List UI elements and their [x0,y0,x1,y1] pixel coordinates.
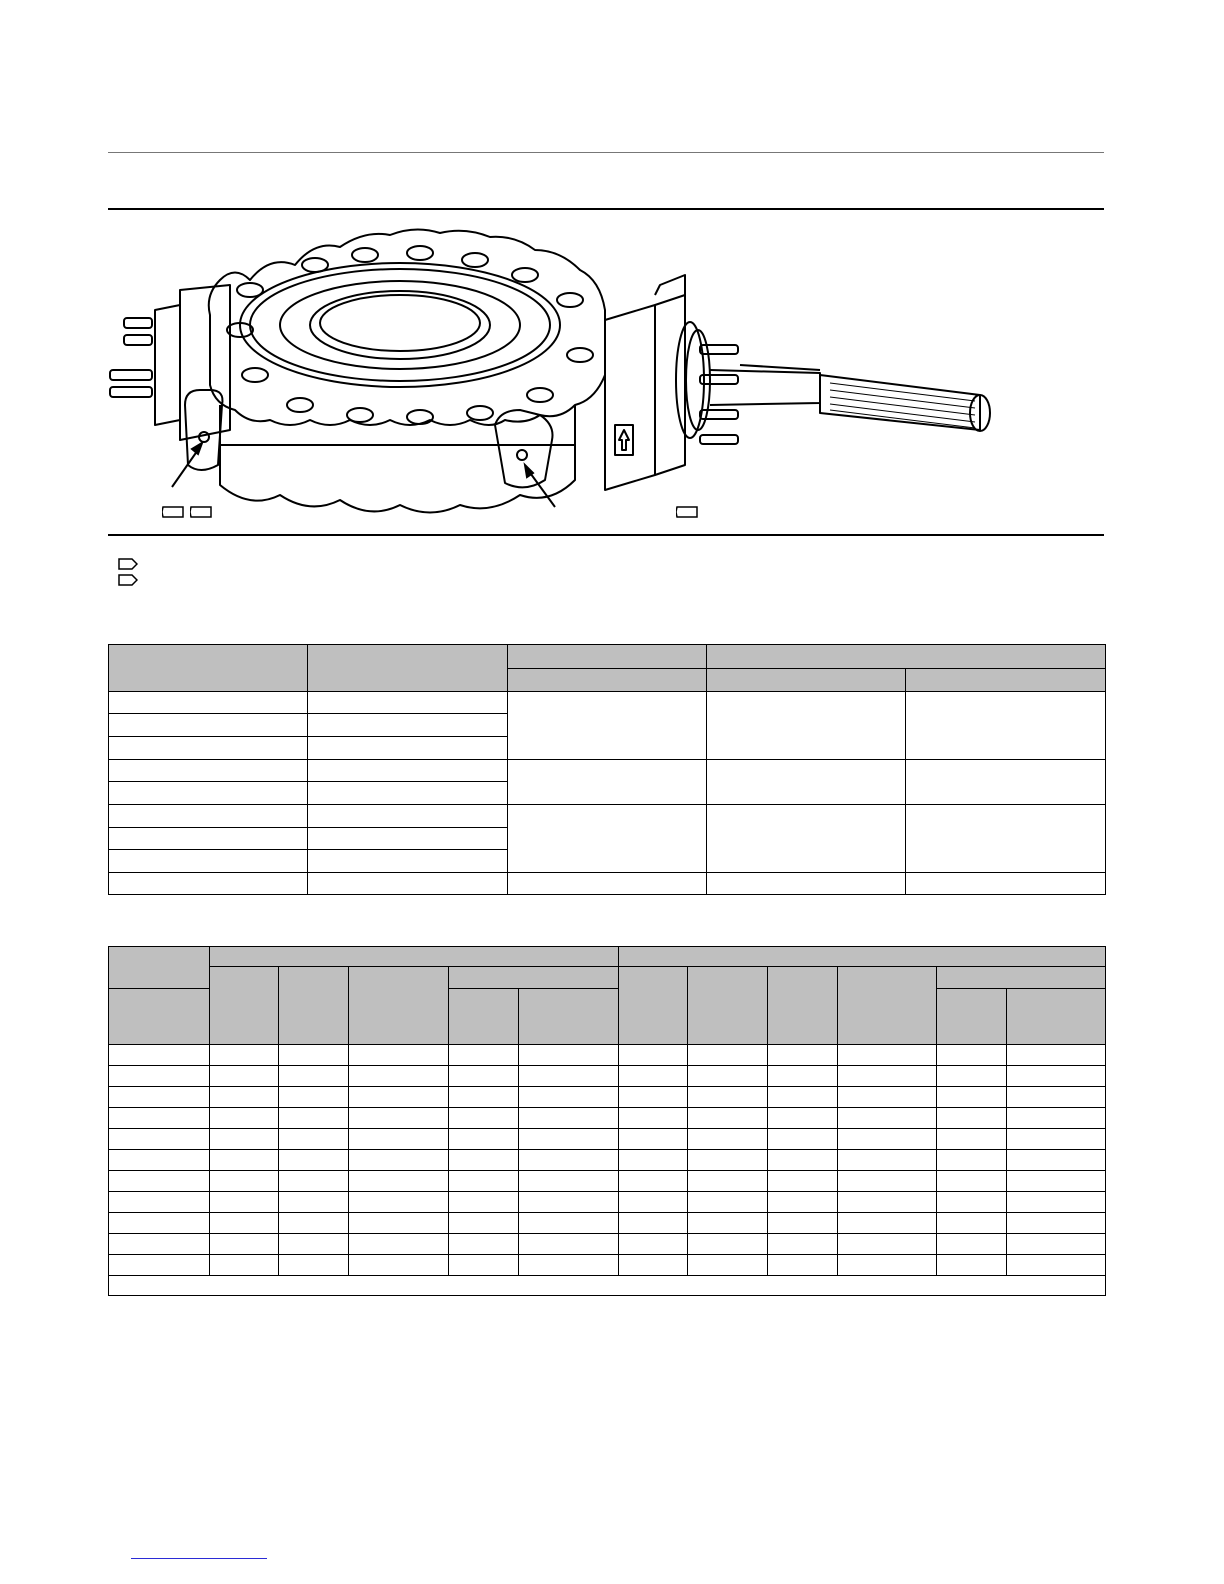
table-cell [906,873,1106,895]
table-cell [349,1255,449,1276]
table-cell [768,1192,838,1213]
table-cell [688,1129,768,1150]
table-cell [1007,1213,1106,1234]
table-cell [768,1045,838,1066]
table-row [109,1150,1106,1171]
table-cell [688,1066,768,1087]
table-cell [619,1171,688,1192]
table-header-cell [619,947,1106,967]
table-cell [308,782,508,805]
table-cell [109,1192,210,1213]
table-cell [937,1213,1007,1234]
table-cell [308,828,508,850]
table-cell [1007,1066,1106,1087]
table-cell [906,805,1106,873]
note-flag-icon [118,558,138,570]
table-cell [1007,1234,1106,1255]
table-cell [1007,1045,1106,1066]
table-cell [109,737,308,760]
dimensions-table [108,946,1106,1296]
table-cell [349,1213,449,1234]
table-cell [308,850,508,873]
figure-bottom-rule [108,534,1104,536]
table-row [109,1129,1106,1150]
table-cell [449,1087,519,1108]
table-cell [1007,1192,1106,1213]
table-cell [619,1150,688,1171]
table-header-cell [449,989,519,1045]
table-cell [349,1192,449,1213]
table-header-cell [210,967,279,1045]
table-header-cell [937,967,1106,989]
table-cell [519,1150,619,1171]
table-cell [937,1234,1007,1255]
table-cell [838,1255,937,1276]
table-cell [349,1129,449,1150]
table-cell [508,873,707,895]
table-header-cell [838,967,937,1045]
table-cell [210,1066,279,1087]
table-cell [349,1150,449,1171]
table-header-cell [508,645,707,669]
table-cell [937,1255,1007,1276]
table-cell [279,1171,349,1192]
table-cell [210,1129,279,1150]
table-header-cell [768,967,838,1045]
header-bottom-rule [108,208,1104,210]
table-cell [109,782,308,805]
table-cell [906,692,1106,760]
table-cell [279,1192,349,1213]
table-cell [109,1150,210,1171]
table-cell [768,1108,838,1129]
table-cell [449,1066,519,1087]
table-cell [1007,1108,1106,1129]
table-cell [838,1108,937,1129]
table-cell [109,1129,210,1150]
materials-table [108,644,1106,895]
table-cell [619,1255,688,1276]
table-cell [508,692,707,760]
table-cell [519,1066,619,1087]
table-cell [688,1192,768,1213]
table-cell [279,1066,349,1087]
table-cell [688,1045,768,1066]
table-cell [937,1108,1007,1129]
table-cell [449,1192,519,1213]
table-cell [210,1150,279,1171]
table-cell [619,1066,688,1087]
table-cell [519,1171,619,1192]
table-cell [688,1150,768,1171]
table-cell [937,1087,1007,1108]
table-cell [279,1129,349,1150]
table-header-cell [279,967,349,1045]
table-cell [349,1171,449,1192]
table-cell [210,1171,279,1192]
valve-drawing [100,225,1000,525]
table-cell [210,1234,279,1255]
table-cell [349,1234,449,1255]
table-cell [449,1150,519,1171]
table-cell [519,1255,619,1276]
table-cell [1007,1150,1106,1171]
table-cell [838,1213,937,1234]
table-cell [619,1234,688,1255]
table-cell [619,1108,688,1129]
table-cell [109,1045,210,1066]
table-cell [707,805,906,873]
table-cell [109,828,308,850]
table-header-cell [109,947,210,989]
table-cell [109,692,308,714]
table-cell [308,805,508,828]
table-cell [210,1087,279,1108]
table-header-cell [210,947,619,967]
table-row [109,1087,1106,1108]
table-cell [279,1234,349,1255]
table-cell [449,1129,519,1150]
table-header-cell [707,645,1106,669]
table-cell [906,760,1106,805]
table-header-cell [937,989,1007,1045]
table-cell [109,805,308,828]
table-cell [308,760,508,782]
table-cell [688,1234,768,1255]
table-cell [279,1255,349,1276]
table-cell [838,1129,937,1150]
table-cell [308,873,508,895]
table-footnote-row [109,1276,1106,1296]
table-cell [210,1192,279,1213]
table-cell [449,1108,519,1129]
table-cell [210,1108,279,1129]
table-cell [109,1234,210,1255]
table-cell [838,1234,937,1255]
table-cell [279,1150,349,1171]
table-cell [768,1255,838,1276]
table-cell [519,1108,619,1129]
table-header-cell [109,989,210,1045]
table-row [109,1234,1106,1255]
table-cell [619,1045,688,1066]
table-cell [210,1213,279,1234]
table-row [109,1192,1106,1213]
table-cell [349,1087,449,1108]
table-header-cell [619,967,688,1045]
table-row [109,1171,1106,1192]
table-cell [838,1087,937,1108]
table-cell [688,1171,768,1192]
table-header-cell [688,967,768,1045]
table-cell [1007,1171,1106,1192]
table-cell [109,850,308,873]
table-cell [279,1213,349,1234]
note-flag-icon [118,574,138,586]
table-cell [519,1192,619,1213]
table-cell [937,1045,1007,1066]
table-row [109,873,1106,895]
table-cell [838,1066,937,1087]
table-cell [109,1108,210,1129]
table-row [109,760,1106,782]
table-row [109,1255,1106,1276]
table-cell [449,1171,519,1192]
table-cell [508,760,707,805]
table-cell [519,1234,619,1255]
table-header-cell [308,645,508,692]
table-row [109,692,1106,714]
table-cell [937,1066,1007,1087]
table-cell [707,692,906,760]
table-cell [838,1171,937,1192]
table-header-cell [519,989,619,1045]
table-cell [1007,1255,1106,1276]
table-cell [109,714,308,737]
table-cell [619,1192,688,1213]
footer-link-underline[interactable] [131,1558,267,1559]
table-footnote-cell [109,1276,1106,1296]
table-cell [109,1255,210,1276]
table-cell [768,1171,838,1192]
table-cell [1007,1087,1106,1108]
table-cell [349,1045,449,1066]
table-header-cell [349,967,449,1045]
table-cell [1007,1129,1106,1150]
table-cell [768,1087,838,1108]
table-row [109,1213,1106,1234]
table-cell [109,1213,210,1234]
table-cell [688,1108,768,1129]
table-cell [838,1150,937,1171]
table-cell [279,1087,349,1108]
table-cell [109,873,308,895]
table-header-cell [906,669,1106,692]
table-cell [619,1129,688,1150]
table-cell [688,1087,768,1108]
table-cell [449,1234,519,1255]
table-cell [279,1045,349,1066]
table-cell [707,760,906,805]
table-cell [308,737,508,760]
table-cell [508,805,707,873]
table-cell [109,1087,210,1108]
table-cell [937,1192,1007,1213]
table-cell [937,1171,1007,1192]
table-cell [519,1045,619,1066]
table-cell [619,1087,688,1108]
table-cell [768,1150,838,1171]
table-header-cell [707,669,906,692]
table-header-cell [449,967,619,989]
table-cell [308,692,508,714]
table-cell [109,1066,210,1087]
table-cell [688,1213,768,1234]
table-cell [768,1213,838,1234]
table-cell [210,1255,279,1276]
note-flag-icon [676,506,698,518]
note-flag-icon [190,506,212,518]
table-row [109,805,1106,828]
table-cell [519,1129,619,1150]
table-row [109,1066,1106,1087]
table-cell [768,1234,838,1255]
table-cell [109,760,308,782]
table-cell [619,1213,688,1234]
table-cell [838,1045,937,1066]
table-cell [937,1129,1007,1150]
table-cell [519,1087,619,1108]
table-row [109,1045,1106,1066]
table-header-cell [1007,989,1106,1045]
table-cell [449,1213,519,1234]
table-cell [349,1108,449,1129]
table-cell [707,873,906,895]
table-header-cell [109,645,308,692]
table-cell [279,1108,349,1129]
table-cell [937,1150,1007,1171]
table-cell [519,1213,619,1234]
table-cell [349,1066,449,1087]
table-cell [768,1129,838,1150]
table-cell [449,1255,519,1276]
table-header-cell [508,669,707,692]
table-cell [449,1045,519,1066]
header-top-rule [108,152,1104,153]
table-cell [838,1192,937,1213]
note-flag-icon [162,506,184,518]
table-cell [308,714,508,737]
table-row [109,1108,1106,1129]
table-cell [109,1171,210,1192]
table-cell [688,1255,768,1276]
table-cell [768,1066,838,1087]
table-cell [210,1045,279,1066]
